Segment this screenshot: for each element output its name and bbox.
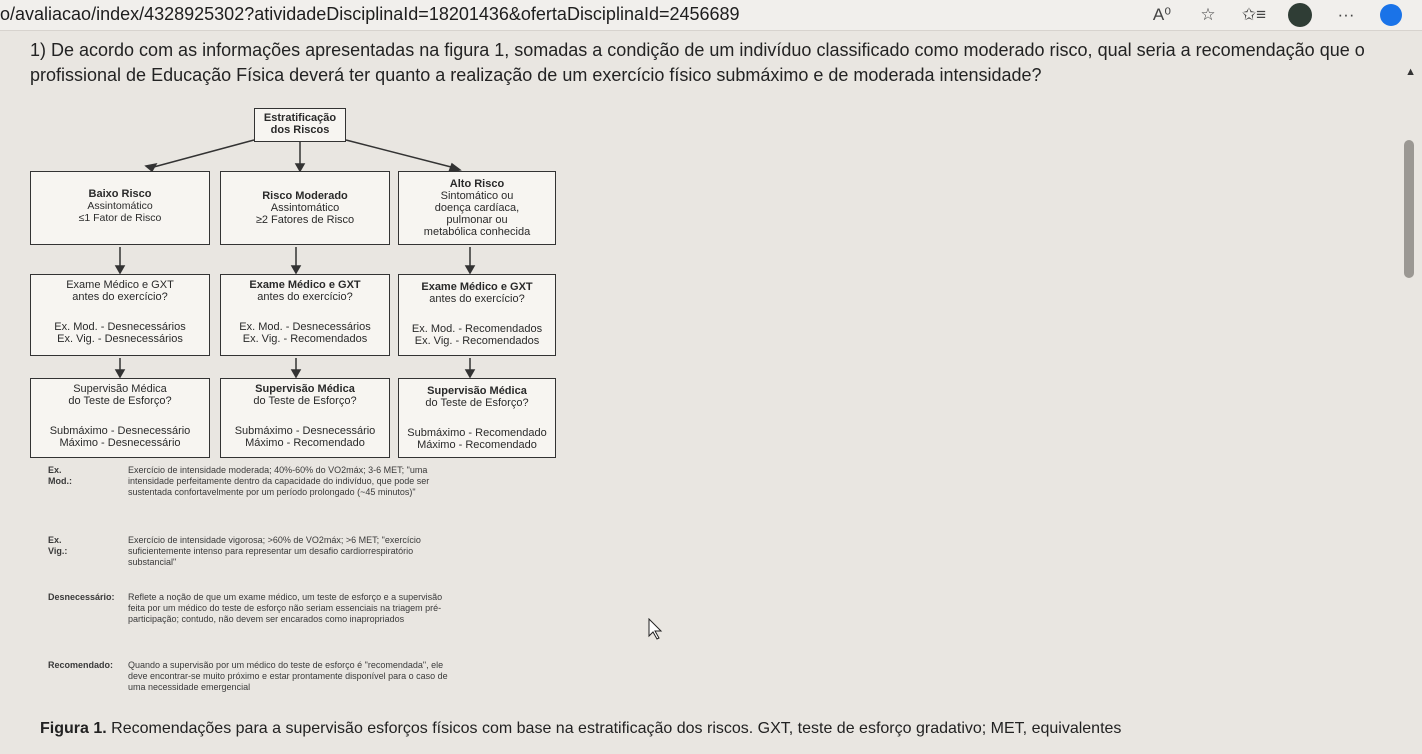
figure-caption-label: Figura 1. bbox=[40, 720, 107, 737]
supervision-box-low bbox=[30, 378, 210, 458]
high-risk-line3: doença cardíaca, bbox=[434, 202, 520, 214]
supervision-moderate-a1: Submáximo - Desnecessário bbox=[234, 425, 376, 437]
root-line-1: Estratificação bbox=[263, 112, 337, 124]
figure-caption-text: Recomendações para a supervisão esforços físicos com base na estratificação dos riscos. GXT, teste de esforço gradativo; MET, equivalentes bbox=[106, 720, 1122, 737]
definition-text: Quando a supervisão por um médico do teste de esforço é "recomendada", ele deve encontrar-se muito próximo e estar prontamente disponível para o caso de uma necessidade emergencial bbox=[128, 660, 448, 692]
supervision-moderate-q1: Supervisão Médica bbox=[255, 383, 355, 395]
exam-low-a1: Ex. Mod. - Desnecessários bbox=[54, 321, 186, 333]
exam-box-low bbox=[30, 274, 210, 356]
mouse-cursor-icon bbox=[648, 618, 664, 640]
low-risk-box bbox=[30, 171, 210, 245]
high-risk-box bbox=[398, 171, 556, 245]
definition-term: Ex. Vig.: bbox=[48, 535, 68, 556]
supervision-low-a1: Submáximo - Desnecessário bbox=[49, 425, 191, 437]
definition-text: Exercício de intensidade vigorosa; >60% de VO2máx; >6 MET; "exercício suficientemente intenso para representar um desafio cardiorrespiratório substancial" bbox=[128, 535, 421, 567]
supervision-low-q2: do Teste de Esforço? bbox=[68, 395, 172, 407]
moderate-risk-line3: ≥2 Fatores de Risco bbox=[255, 214, 355, 226]
supervision-moderate-a2: Máximo - Recomendado bbox=[245, 437, 365, 449]
root-line-2: dos Riscos bbox=[270, 124, 330, 136]
exam-box-high bbox=[398, 274, 556, 356]
figure-caption bbox=[40, 720, 1121, 738]
exam-high-q1: Exame Médico e GXT bbox=[421, 281, 533, 293]
supervision-box-high bbox=[398, 378, 556, 458]
flow-root-box bbox=[254, 108, 346, 142]
supervision-high-a2: Máximo - Recomendado bbox=[417, 439, 537, 451]
moderate-risk-line2: Assintomático bbox=[270, 202, 340, 214]
exam-box-moderate bbox=[220, 274, 390, 356]
supervision-moderate-q2: do Teste de Esforço? bbox=[253, 395, 357, 407]
exam-high-a1: Ex. Mod. - Recomendados bbox=[411, 323, 543, 335]
definition-text: Exercício de intensidade moderada; 40%-60% do VO2máx; 3-6 MET; "uma intensidade perfeitamente dentro da capacidade do indivíduo, que pode ser sustentada confortavelmente por um período prolongado (~45 minutos)" bbox=[128, 465, 430, 497]
moderate-risk-title: Risco Moderado bbox=[262, 190, 348, 202]
supervision-low-a2: Máximo - Desnecessário bbox=[59, 437, 181, 449]
supervision-high-a1: Submáximo - Recomendado bbox=[407, 427, 547, 439]
scroll-up-icon[interactable]: ▲ bbox=[1405, 66, 1416, 78]
question-text: 1) De acordo com as informações apresentadas na figura 1, somadas a condição de um indivíduo classificado como moderado risco, qual seria a recomendação que o profissional de Educação Física deverá ter quanto a realização de um exercício físico submáximo e de moderada intensidade? bbox=[30, 40, 1365, 85]
high-risk-line5: metabólica conhecida bbox=[423, 226, 531, 238]
exam-moderate-q1: Exame Médico e GXT bbox=[249, 279, 361, 291]
supervision-high-q2: do Teste de Esforço? bbox=[425, 397, 529, 409]
supervision-box-moderate bbox=[220, 378, 390, 458]
favorite-star-icon[interactable]: ☆ bbox=[1200, 5, 1216, 24]
exam-moderate-a1: Ex. Mod. - Desnecessários bbox=[239, 321, 371, 333]
exam-moderate-q2: antes do exercício? bbox=[257, 291, 353, 303]
definition-term: Ex. Mod.: bbox=[48, 465, 72, 486]
moderate-risk-box bbox=[220, 171, 390, 245]
read-aloud-icon[interactable]: A⁰ bbox=[1152, 5, 1172, 24]
low-risk-line2: Assintomático bbox=[87, 200, 153, 212]
favorites-list-icon[interactable]: ✩≡ bbox=[1241, 5, 1267, 24]
exam-high-a2: Ex. Vig. - Recomendados bbox=[414, 335, 540, 347]
exam-high-q2: antes do exercício? bbox=[429, 293, 525, 305]
supervision-low-q1: Supervisão Médica bbox=[73, 383, 167, 395]
low-risk-line3: ≤1 Fator de Risco bbox=[78, 212, 162, 224]
low-risk-title: Baixo Risco bbox=[88, 188, 152, 200]
definition-term: Desnecessário: bbox=[48, 592, 115, 602]
exam-low-a2: Ex. Vig. - Desnecessários bbox=[57, 333, 183, 345]
supervision-high-q1: Supervisão Médica bbox=[427, 385, 527, 397]
address-bar-url[interactable]: o/avaliacao/index/4328925302?atividadeDisciplinaId=18201436&ofertaDisciplinaId=2456689 bbox=[0, 4, 740, 24]
definition-text: Reflete a noção de que um exame médico, um teste de esforço e a supervisão feita por um médico do teste de esforço não seriam essenciais na triagem pré-participação; contudo, não devem ser encarados como inapropriados bbox=[128, 592, 443, 624]
high-risk-line2: Sintomático ou bbox=[440, 190, 514, 202]
exam-low-q2: antes do exercício? bbox=[72, 291, 168, 303]
definition-term: Recomendado: bbox=[48, 660, 114, 670]
high-risk-title: Alto Risco bbox=[449, 178, 505, 190]
exam-low-q1: Exame Médico e GXT bbox=[66, 279, 174, 291]
high-risk-line4: pulmonar ou bbox=[446, 214, 508, 226]
exam-moderate-a2: Ex. Vig. - Recomendados bbox=[242, 333, 368, 345]
more-icon[interactable]: ··· bbox=[1337, 5, 1355, 24]
